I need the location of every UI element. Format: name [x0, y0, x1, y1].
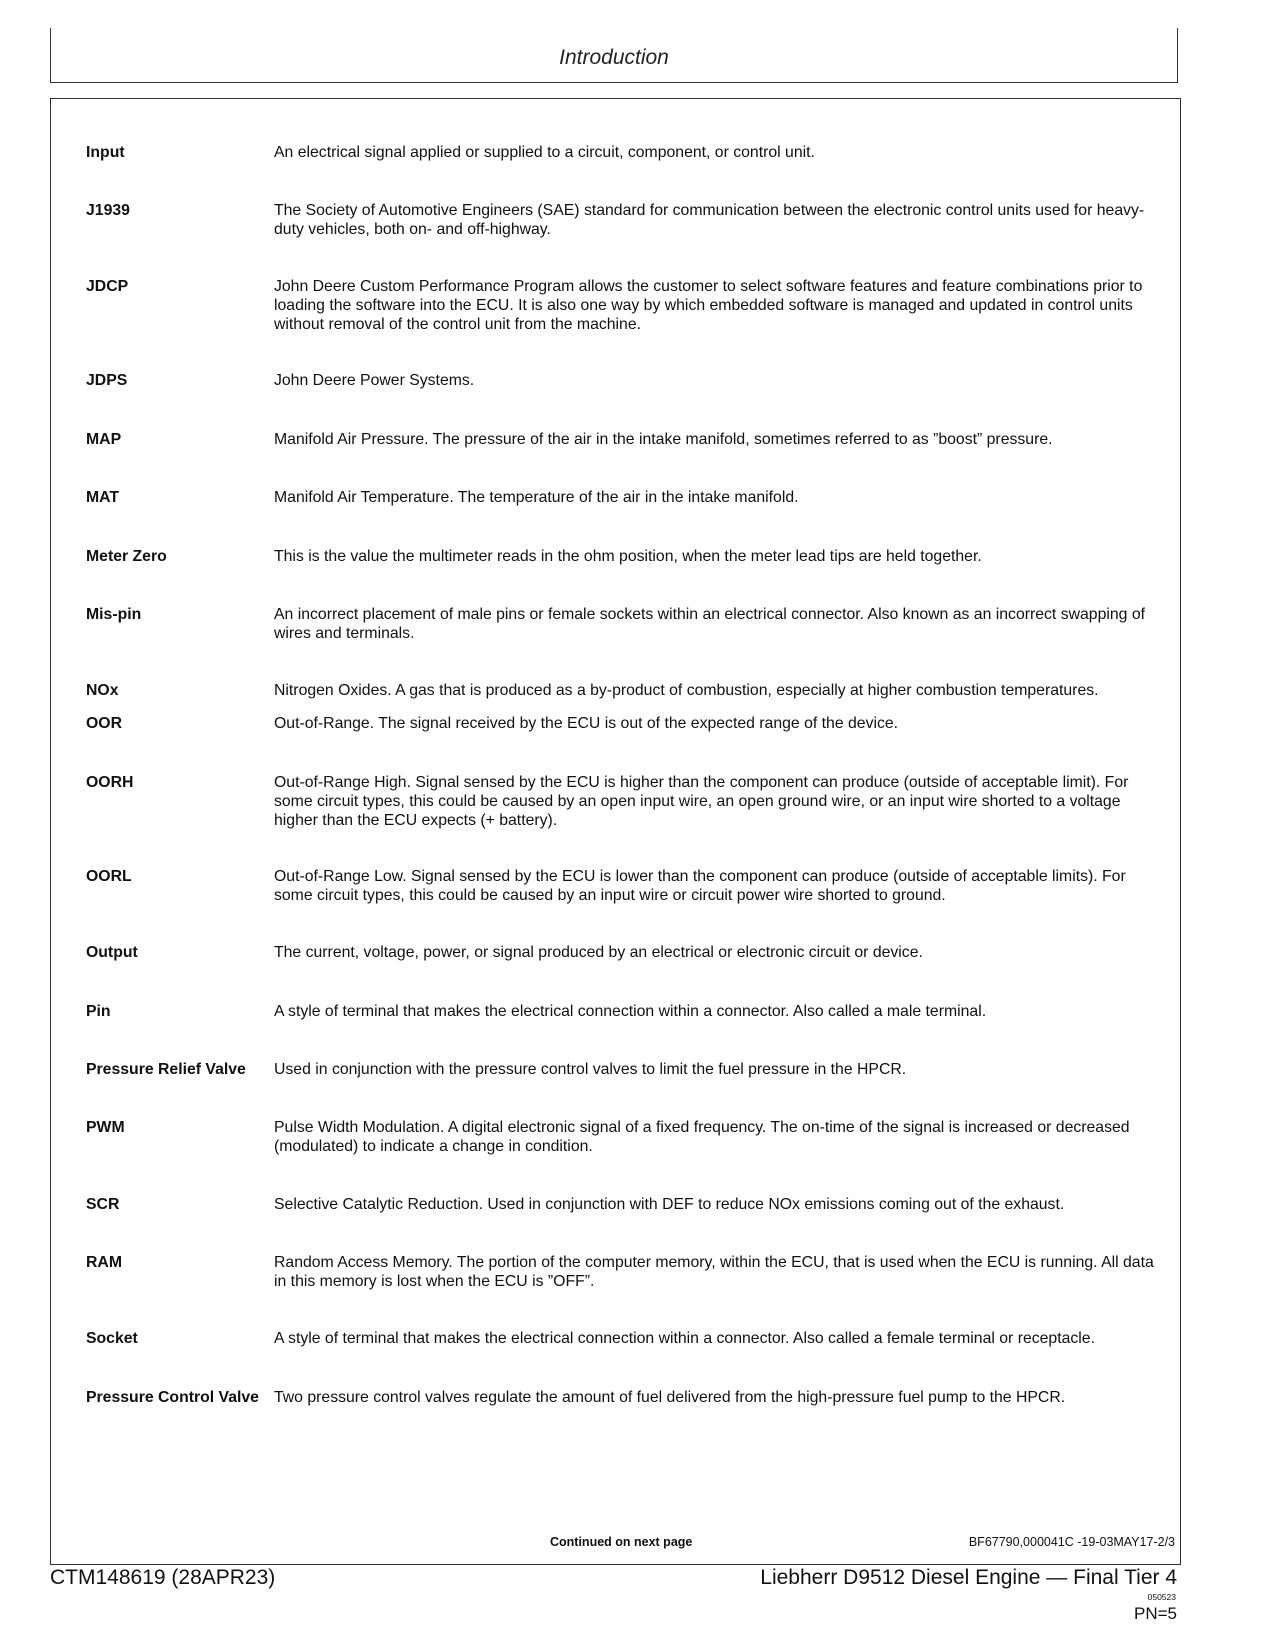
glossary-term: MAP — [86, 431, 122, 448]
document-title: Liebherr D9512 Diesel Engine — Final Tier 4 — [760, 1566, 1177, 1589]
glossary-term: JDPS — [86, 372, 128, 389]
glossary-definition: John Deere Custom Performance Program allows the customer to select software features and feature combinations prior to loading the software into the ECU. It is also one way by which embedded software is managed and updated in control units without removal of the control unit from the machine. — [274, 278, 1143, 333]
glossary-definition: The Society of Automotive Engineers (SAE) standard for communication between the electronic control units used for heavy-duty vehicles, both on- and off-highway. — [274, 202, 1145, 238]
glossary-term: Output — [86, 944, 138, 961]
glossary-term: Pressure Control Valve — [86, 1389, 259, 1406]
glossary-term: SCR — [86, 1196, 120, 1213]
glossary-definition: Manifold Air Temperature. The temperature of the air in the intake manifold. — [274, 489, 799, 506]
glossary-definition: Selective Catalytic Reduction. Used in conjunction with DEF to reduce NOx emissions coming out of the exhaust. — [274, 1196, 1065, 1213]
glossary-definition: An electrical signal applied or supplied to a circuit, component, or control unit. — [274, 144, 815, 161]
glossary-definition: Random Access Memory. The portion of the computer memory, within the ECU, that is used when the ECU is running. All data in this memory is lost when the ECU is ”OFF”. — [274, 1254, 1154, 1290]
glossary-definition: Out-of-Range. The signal received by the ECU is out of the expected range of the device. — [274, 715, 899, 732]
glossary-term: JDCP — [86, 278, 129, 295]
glossary-definition: Out-of-Range Low. Signal sensed by the ECU is lower than the component can produce (outside of acceptable limits). For some circuit types, this could be caused by an input wire or circuit power wire shorted to ground. — [274, 868, 1126, 904]
glossary-definition: Out-of-Range High. Signal sensed by the ECU is higher than the component can produce (outside of acceptable limit). For some circuit types, this could be caused by an open input wire, an open ground wire, or an input wire shorted to a voltage higher than the ECU expects (+ battery). — [274, 774, 1129, 829]
section-title: Introduction — [559, 46, 669, 69]
glossary-term: OOR — [86, 715, 122, 732]
glossary-term: RAM — [86, 1254, 122, 1271]
glossary-definition: A style of terminal that makes the electrical connection within a connector. Also called a female terminal or receptacle. — [274, 1330, 1095, 1347]
glossary-term: PWM — [86, 1119, 125, 1136]
glossary-definition: The current, voltage, power, or signal produced by an electrical or electronic circuit or device. — [274, 944, 923, 961]
glossary-definition: John Deere Power Systems. — [274, 372, 475, 389]
glossary-term: NOx — [86, 682, 119, 699]
glossary-term: Meter Zero — [86, 548, 167, 565]
glossary-term: OORL — [86, 868, 132, 885]
page-header — [50, 28, 1178, 83]
glossary-term: J1939 — [86, 202, 130, 219]
glossary-term: Socket — [86, 1330, 138, 1347]
footer-code: 050523 — [1147, 1592, 1176, 1602]
page-number: PN=5 — [1134, 1604, 1177, 1623]
glossary-definition: A style of terminal that makes the electrical connection within a connector. Also called a male terminal. — [274, 1003, 987, 1020]
glossary-term: OORH — [86, 774, 134, 791]
glossary-definition: Manifold Air Pressure. The pressure of the air in the intake manifold, sometimes referred to as ”boost” pressure. — [274, 431, 1053, 448]
reference-code: BF67790,000041C -19-03MAY17-2/3 — [968, 1535, 1175, 1549]
glossary-box — [50, 98, 1181, 1565]
glossary-term: Input — [86, 144, 125, 161]
glossary-term: Mis-pin — [86, 606, 142, 623]
glossary-definition: Used in conjunction with the pressure control valves to limit the fuel pressure in the HPCR. — [274, 1061, 907, 1078]
glossary-definition: Nitrogen Oxides. A gas that is produced as a by-product of combustion, especially at higher combustion temperatures. — [274, 682, 1099, 699]
glossary-term: Pressure Relief Valve — [86, 1061, 246, 1078]
glossary-term: Pin — [86, 1003, 111, 1020]
glossary-term: MAT — [86, 489, 120, 506]
glossary-definition: An incorrect placement of male pins or female sockets within an electrical connector. Also known as an incorrect swapping of wires and terminals. — [274, 606, 1146, 642]
document-id: CTM148619 (28APR23) — [50, 1566, 276, 1589]
continued-note: Continued on next page — [550, 1535, 693, 1549]
glossary-definition: Pulse Width Modulation. A digital electronic signal of a fixed frequency. The on-time of the signal is increased or decreased (modulated) to indicate a change in condition. — [274, 1119, 1130, 1155]
glossary-definition: This is the value the multimeter reads in the ohm position, when the meter lead tips are held together. — [274, 548, 982, 565]
glossary-definition: Two pressure control valves regulate the amount of fuel delivered from the high-pressure fuel pump to the HPCR. — [274, 1389, 1066, 1406]
